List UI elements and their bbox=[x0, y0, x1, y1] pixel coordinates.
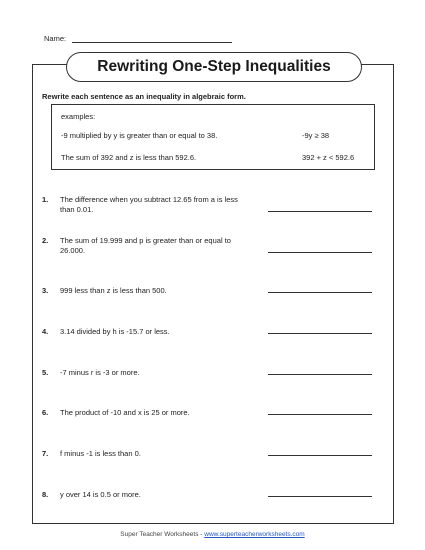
answer-line[interactable] bbox=[268, 252, 372, 253]
question-text: 3.14 divided by h is -15.7 or less. bbox=[60, 327, 170, 336]
footer-separator: - bbox=[200, 531, 203, 538]
footer-link[interactable]: www.superteacherworksheets.com bbox=[204, 531, 305, 538]
answer-line[interactable] bbox=[268, 292, 372, 293]
instructions: Rewrite each sentence as an inequality in algebraic form. bbox=[42, 92, 246, 101]
answer-line[interactable] bbox=[268, 496, 372, 497]
example-answer: 392 + z < 592.6 bbox=[302, 153, 355, 162]
examples-box bbox=[51, 104, 375, 170]
question-number: 7. bbox=[42, 449, 49, 458]
name-field-line[interactable] bbox=[72, 34, 232, 43]
example-text: The sum of 392 and z is less than 592.6. bbox=[61, 153, 197, 162]
question-text: The product of -10 and x is 25 or more. bbox=[60, 408, 190, 417]
question-text: y over 14 is 0.5 or more. bbox=[60, 490, 141, 499]
example-text: -9 multiplied by y is greater than or equal to 38. bbox=[61, 131, 218, 140]
answer-line[interactable] bbox=[268, 414, 372, 415]
question-number: 6. bbox=[42, 408, 49, 417]
answer-line[interactable] bbox=[268, 374, 372, 375]
answer-line[interactable] bbox=[268, 455, 372, 456]
footer bbox=[0, 531, 425, 538]
question-text: The sum of 19.999 and p is greater than or equal to 26.000. bbox=[60, 236, 231, 255]
example-answer: -9y ≥ 38 bbox=[302, 131, 330, 140]
question-number: 5. bbox=[42, 368, 49, 377]
name-row bbox=[44, 34, 232, 43]
name-label: Name: bbox=[44, 34, 67, 43]
footer-brand: Super Teacher Worksheets bbox=[120, 531, 199, 538]
question-text: -7 minus r is -3 or more. bbox=[60, 368, 140, 377]
question-number: 2. bbox=[42, 236, 49, 245]
worksheet-title: Rewriting One-Step Inequalities bbox=[66, 52, 362, 82]
answer-line[interactable] bbox=[268, 333, 372, 334]
question-text: 999 less than z is less than 500. bbox=[60, 286, 167, 295]
question-number: 8. bbox=[42, 490, 49, 499]
examples-heading: examples: bbox=[61, 112, 96, 121]
question-number: 1. bbox=[42, 195, 49, 204]
question-number: 4. bbox=[42, 327, 49, 336]
answer-line[interactable] bbox=[268, 211, 372, 212]
question-number: 3. bbox=[42, 286, 49, 295]
question-text: f minus -1 is less than 0. bbox=[60, 449, 141, 458]
question-text: The difference when you subtract 12.65 from a is less than 0.01. bbox=[60, 195, 238, 214]
